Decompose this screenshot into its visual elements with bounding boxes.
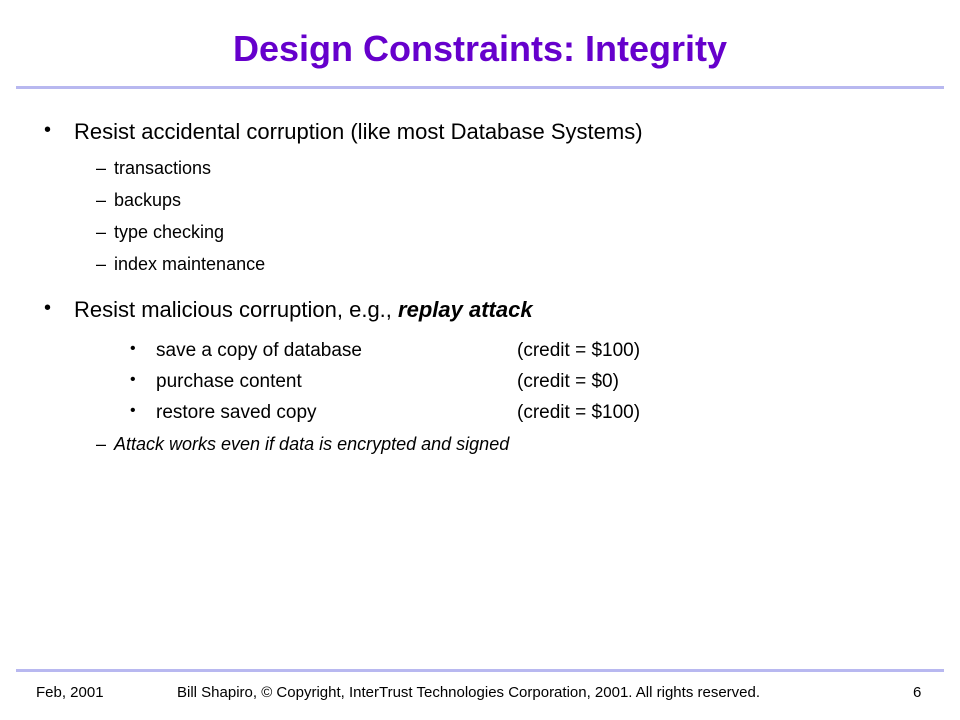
sub-item-text: backups (114, 190, 182, 210)
attack-step-action: restore saved copy (156, 402, 317, 423)
attack-step-credit: (credit = $0) (517, 371, 619, 392)
sub-item-text: transactions (114, 158, 212, 178)
dash-icon: – (96, 254, 107, 274)
small-bullet-icon: • (130, 371, 136, 388)
title-divider (16, 86, 944, 89)
footer-divider (16, 669, 944, 672)
dash-icon: – (96, 434, 107, 454)
dash-icon: – (96, 190, 107, 210)
attack-step-credit: (credit = $100) (517, 402, 641, 423)
bullet-dot-icon: • (44, 119, 52, 141)
bullet-text-emphasis: replay attack (398, 297, 533, 322)
bullet-text: Resist accidental corruption (like most Database Systems) (74, 119, 643, 144)
attack-step-action: purchase content (156, 371, 302, 392)
slide-title: Design Constraints: Integrity (232, 28, 728, 69)
sub-item-text: type checking (114, 222, 225, 242)
dash-icon: – (96, 222, 107, 242)
bullet-text-prefix: Resist malicious corruption, e.g., (74, 297, 399, 322)
attack-note-text: Attack works even if data is encrypted and signed (114, 434, 510, 454)
sub-item-text: index maintenance (114, 254, 266, 274)
attack-step-credit: (credit = $100) (517, 340, 641, 361)
bullet-text (74, 297, 533, 323)
footer-page-number: 6 (913, 684, 922, 701)
footer-date: Feb, 2001 (36, 684, 104, 701)
attack-step-action: save a copy of database (156, 340, 362, 361)
small-bullet-icon: • (130, 402, 136, 419)
dash-icon: – (96, 158, 107, 178)
footer-copyright: Bill Shapiro, © Copyright, InterTrust Technologies Corporation, 2001. All rights reserved. (177, 684, 761, 701)
small-bullet-icon: • (130, 340, 136, 357)
bullet-dot-icon: • (44, 297, 52, 319)
